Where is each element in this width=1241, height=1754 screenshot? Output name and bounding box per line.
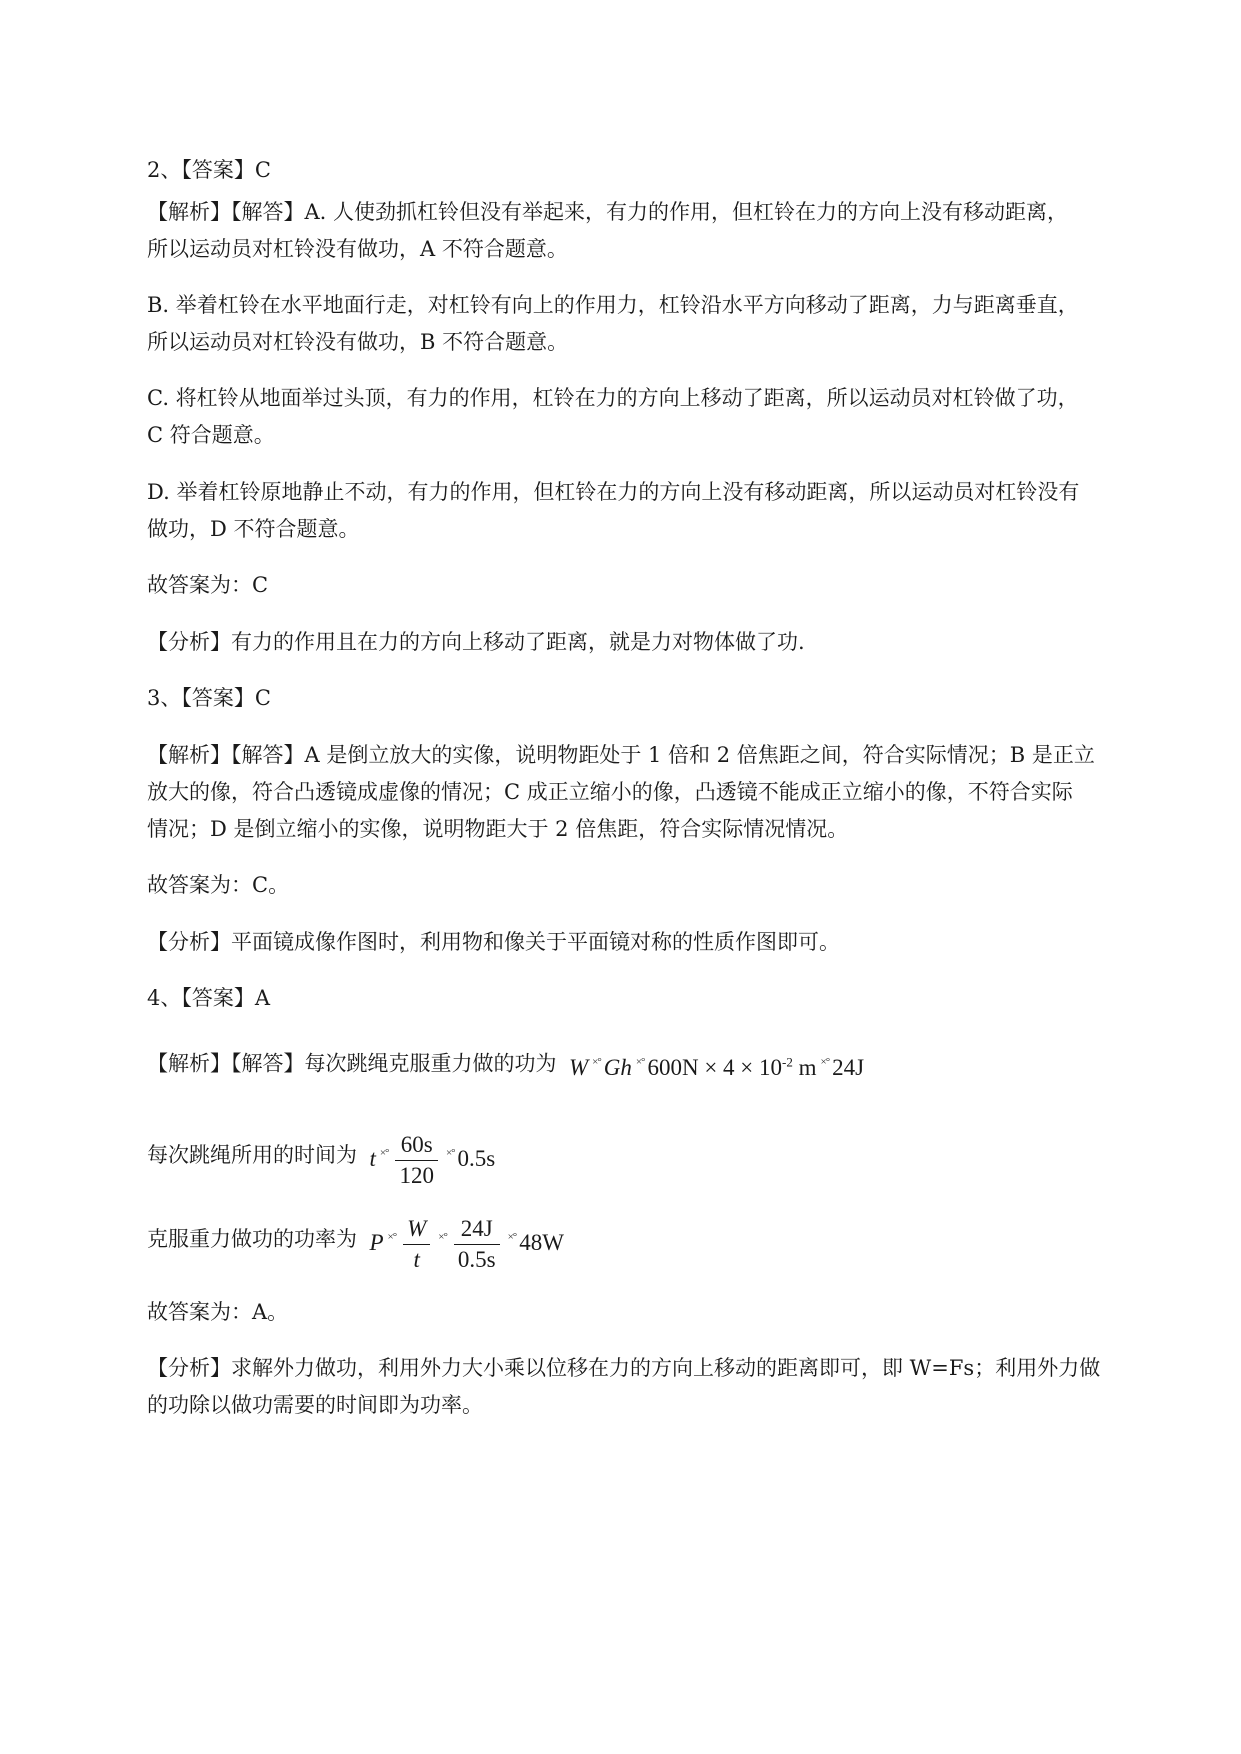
analysis-2-line-3: B. 举着杠铃在水平地面行走，对杠铃有向上的作用力，杠铃沿水平方向移动了距离，力与距离垂直， <box>147 293 1079 317</box>
equals-glyph: ×° <box>379 1147 389 1159</box>
answer-2-heading: 2、【答案】C <box>147 158 271 182</box>
equals-glyph: ×° <box>387 1231 397 1243</box>
answer-3-heading: 3、【答案】C <box>147 686 271 710</box>
time-numerator: 60s <box>395 1130 438 1161</box>
time-fraction <box>395 1130 438 1191</box>
power-fraction-1 <box>403 1214 430 1275</box>
work-symbol: W <box>568 1055 589 1080</box>
unit-m: m <box>792 1055 817 1080</box>
conclusion-3: 故答案为：C。 <box>147 873 290 897</box>
analysis-3-line-1: 【解析】【解答】A 是倒立放大的实像，说明物距处于 1 倍和 2 倍焦距之间，符合实际情况；B 是正立 <box>147 743 1095 767</box>
power-formula <box>364 1206 564 1275</box>
time-symbol: t <box>369 1146 376 1171</box>
work-product: 600N × 4 × 10 <box>647 1055 783 1080</box>
power-denominator-2: 0.5s <box>457 1247 496 1273</box>
time-denominator: 120 <box>399 1163 434 1189</box>
analysis-3-line-2: 放大的像，符合凸透镜成虚像的情况；C 成正立缩小的像，凸透镜不能成正立缩小的像，不符合实际 <box>147 780 1073 804</box>
analysis-2-line-4: 所以运动员对杠铃没有做功，B 不符合题意。 <box>147 330 569 354</box>
analysis-2-line-5: C. 将杠铃从地面举过头顶，有力的作用，杠铃在力的方向上移动了距离，所以运动员对杠铃做了功， <box>147 386 1079 410</box>
time-formula-line <box>147 1122 1167 1191</box>
analysis-2-line-6: C 符合题意。 <box>147 423 275 447</box>
analysis-2-line-7: D. 举着杠铃原地静止不动，有力的作用，但杠铃在力的方向上没有移动距离，所以运动员对杠铃没有 <box>147 480 1080 504</box>
comment-2: 【分析】有力的作用且在力的方向上移动了距离，就是力对物体做了功. <box>147 630 805 654</box>
analysis-3-line-3: 情况；D 是倒立缩小的实像，说明物距大于 2 倍焦距，符合实际情况情况。 <box>147 817 849 841</box>
time-formula <box>364 1122 496 1191</box>
conclusion-2: 故答案为：C <box>147 573 269 597</box>
power-result: 48W <box>519 1230 564 1255</box>
power-numerator-1: W <box>403 1214 430 1245</box>
exponent: -2 <box>782 1054 793 1070</box>
power-fraction-2 <box>454 1214 500 1275</box>
time-result: 0.5s <box>457 1146 496 1171</box>
gh-term: Gh <box>603 1055 632 1080</box>
power-numerator-2: 24J <box>454 1214 500 1245</box>
comment-4-line-2: 的功除以做功需要的时间即为功率。 <box>147 1393 483 1417</box>
conclusion-4: 故答案为：A。 <box>147 1300 289 1324</box>
power-formula-prefix: 克服重力做功的功率为 <box>147 1227 357 1252</box>
power-denominator-1: t <box>413 1247 420 1273</box>
analysis-2-line-8: 做功，D 不符合题意。 <box>147 517 360 541</box>
work-formula-prefix: 【解析】【解答】每次跳绳克服重力做的功为 <box>147 1051 557 1076</box>
answer-4-heading: 4、【答案】A <box>147 986 271 1010</box>
time-formula-prefix: 每次跳绳所用的时间为 <box>147 1143 357 1168</box>
work-formula <box>563 1046 864 1084</box>
comment-3: 【分析】平面镜成像作图时，利用物和像关于平面镜对称的性质作图即可。 <box>147 930 840 954</box>
equals-glyph: ×° <box>592 1056 601 1068</box>
work-result: 24J <box>832 1055 865 1080</box>
analysis-2-line-1: 【解析】【解答】A. 人使劲抓杠铃但没有举起来，有力的作用，但杠铃在力的方向上没有移动距离， <box>147 200 1069 224</box>
work-formula-line <box>147 1046 1167 1084</box>
comment-4-line-1: 【分析】求解外力做功，利用外力大小乘以位移在力的方向上移动的距离即可，即 W=Fs；利用外力做 <box>147 1356 1101 1380</box>
equals-glyph: ×° <box>635 1056 645 1068</box>
equals-glyph: ×° <box>438 1231 447 1243</box>
analysis-2-line-2: 所以运动员对杠铃没有做功，A 不符合题意。 <box>147 237 568 261</box>
equals-glyph: ×° <box>445 1147 455 1159</box>
equals-glyph: ×° <box>820 1056 830 1068</box>
equals-glyph: ×° <box>507 1231 517 1243</box>
power-formula-line <box>147 1206 1167 1275</box>
power-symbol: P <box>369 1230 384 1255</box>
